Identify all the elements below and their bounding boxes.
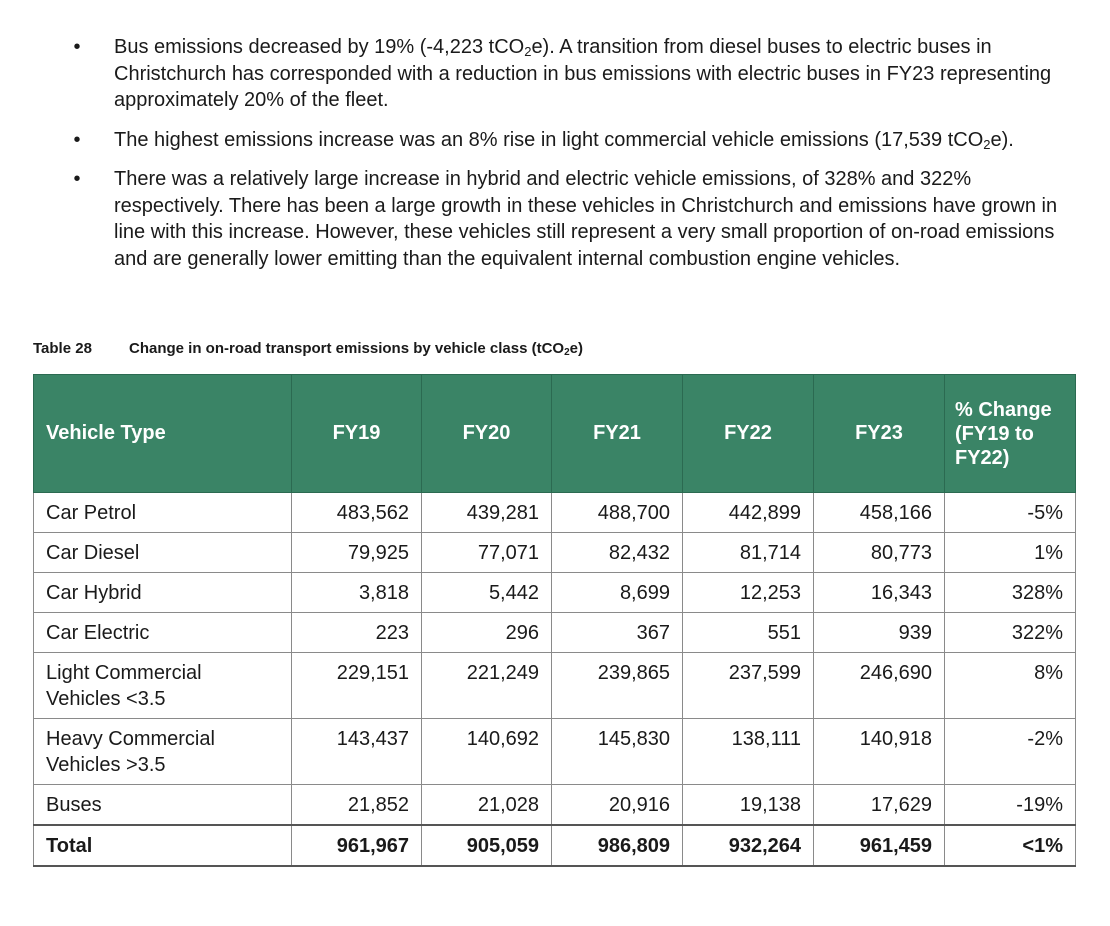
bullet-text: The highest emissions increase was an 8% rise in light commercial vehicle emissions (17,539 tCO <box>114 128 984 151</box>
header-fy22: FY22 <box>683 375 814 493</box>
bullet-item-hybrid-electric <box>0 166 1110 272</box>
cell-fy19: 143,437 <box>292 719 422 785</box>
cell-fy21: 20,916 <box>552 785 683 826</box>
total-fy19: 961,967 <box>292 825 422 866</box>
table-title: Change in on-road transport emissions by vehicle class (tCO <box>129 340 565 357</box>
bullet-text: There was a relatively large increase in hybrid and electric vehicle emissions, of 328% and 322% respectively. There has been a large growth in these vehicles in Christchurch and emissions have grown in line with this increase. However, these vehicles still represent a very small proportion of on-road emissions and are generally lower emitting than the equivalent internal combustion engine vehicles. <box>114 168 1058 270</box>
cell-fy20: 21,028 <box>422 785 552 826</box>
cell-fy19: 3,818 <box>292 573 422 613</box>
table-title-cont: e) <box>569 340 584 357</box>
cell-vehicle-type: Heavy Commercial Vehicles >3.5 <box>34 719 292 785</box>
emissions-table <box>33 374 1076 867</box>
cell-fy23: 16,343 <box>814 573 945 613</box>
cell-fy23: 939 <box>814 613 945 653</box>
bullet-text-cont: e). <box>990 128 1014 151</box>
cell-fy20: 296 <box>422 613 552 653</box>
total-fy22: 932,264 <box>683 825 814 866</box>
header-fy21: FY21 <box>552 375 683 493</box>
table-row <box>34 719 1076 785</box>
bullet-dot-icon: • <box>73 168 81 190</box>
cell-fy19: 79,925 <box>292 533 422 573</box>
cell-vehicle-type: Car Diesel <box>34 533 292 573</box>
header-vehicle-type: Vehicle Type <box>34 375 292 493</box>
subscript: 2 <box>983 136 991 152</box>
cell-percent-change: 1% <box>945 533 1076 573</box>
cell-vehicle-type: Buses <box>34 785 292 826</box>
total-fy21: 986,809 <box>552 825 683 866</box>
bullet-item-lcv-emissions <box>0 127 1110 154</box>
table-header-row <box>34 375 1076 493</box>
cell-percent-change: -5% <box>945 493 1076 533</box>
cell-vehicle-type: Light Commercial Vehicles <3.5 <box>34 653 292 719</box>
cell-vehicle-type: Car Petrol <box>34 493 292 533</box>
cell-fy22: 81,714 <box>683 533 814 573</box>
cell-fy20: 140,692 <box>422 719 552 785</box>
bullet-dot-icon: • <box>73 128 81 151</box>
cell-percent-change: 8% <box>945 653 1076 719</box>
cell-fy19: 483,562 <box>292 493 422 533</box>
cell-fy22: 442,899 <box>683 493 814 533</box>
bullet-dot-icon: • <box>73 36 81 58</box>
table-total-row <box>34 825 1076 866</box>
table-row <box>34 493 1076 533</box>
cell-fy20: 439,281 <box>422 493 552 533</box>
cell-percent-change: -19% <box>945 785 1076 826</box>
cell-fy20: 5,442 <box>422 573 552 613</box>
table-row <box>34 613 1076 653</box>
total-percent-change: <1% <box>945 825 1076 866</box>
table-row <box>34 785 1076 826</box>
header-fy19: FY19 <box>292 375 422 493</box>
cell-fy23: 17,629 <box>814 785 945 826</box>
cell-fy23: 458,166 <box>814 493 945 533</box>
cell-fy21: 488,700 <box>552 493 683 533</box>
total-label: Total <box>34 825 292 866</box>
subscript: 2 <box>524 44 532 59</box>
subscript: 2 <box>564 347 570 358</box>
cell-percent-change: -2% <box>945 719 1076 785</box>
table-caption <box>33 340 583 357</box>
cell-fy20: 77,071 <box>422 533 552 573</box>
cell-fy20: 221,249 <box>422 653 552 719</box>
cell-fy19: 229,151 <box>292 653 422 719</box>
cell-fy22: 12,253 <box>683 573 814 613</box>
cell-vehicle-type: Car Hybrid <box>34 573 292 613</box>
cell-fy19: 21,852 <box>292 785 422 826</box>
cell-fy19: 223 <box>292 613 422 653</box>
cell-fy21: 82,432 <box>552 533 683 573</box>
cell-fy23: 80,773 <box>814 533 945 573</box>
cell-percent-change: 328% <box>945 573 1076 613</box>
bullet-text-cont: e). A transition from diesel buses to electric buses in Christchurch has corresponded with a reduction in bus emissions with electric buses in FY23 representing approximately 20% of the fleet. <box>114 36 1052 111</box>
cell-percent-change: 322% <box>945 613 1076 653</box>
cell-vehicle-type: Car Electric <box>34 613 292 653</box>
table-row <box>34 653 1076 719</box>
cell-fy23: 140,918 <box>814 719 945 785</box>
cell-fy22: 237,599 <box>683 653 814 719</box>
table-row <box>34 573 1076 613</box>
total-fy23: 961,459 <box>814 825 945 866</box>
cell-fy22: 138,111 <box>683 719 814 785</box>
cell-fy22: 551 <box>683 613 814 653</box>
table-number: Table 28 <box>33 340 92 357</box>
cell-fy21: 367 <box>552 613 683 653</box>
header-fy23: FY23 <box>814 375 945 493</box>
table-row <box>34 533 1076 573</box>
bullet-item-bus-emissions <box>0 34 1110 114</box>
cell-fy21: 8,699 <box>552 573 683 613</box>
bullet-text: Bus emissions decreased by 19% (-4,223 tCO <box>114 36 525 58</box>
cell-fy21: 239,865 <box>552 653 683 719</box>
header-percent-change: % Change (FY19 to FY22) <box>945 375 1076 493</box>
header-fy20: FY20 <box>422 375 552 493</box>
cell-fy23: 246,690 <box>814 653 945 719</box>
bullet-list <box>0 34 1110 285</box>
total-fy20: 905,059 <box>422 825 552 866</box>
cell-fy22: 19,138 <box>683 785 814 826</box>
cell-fy21: 145,830 <box>552 719 683 785</box>
